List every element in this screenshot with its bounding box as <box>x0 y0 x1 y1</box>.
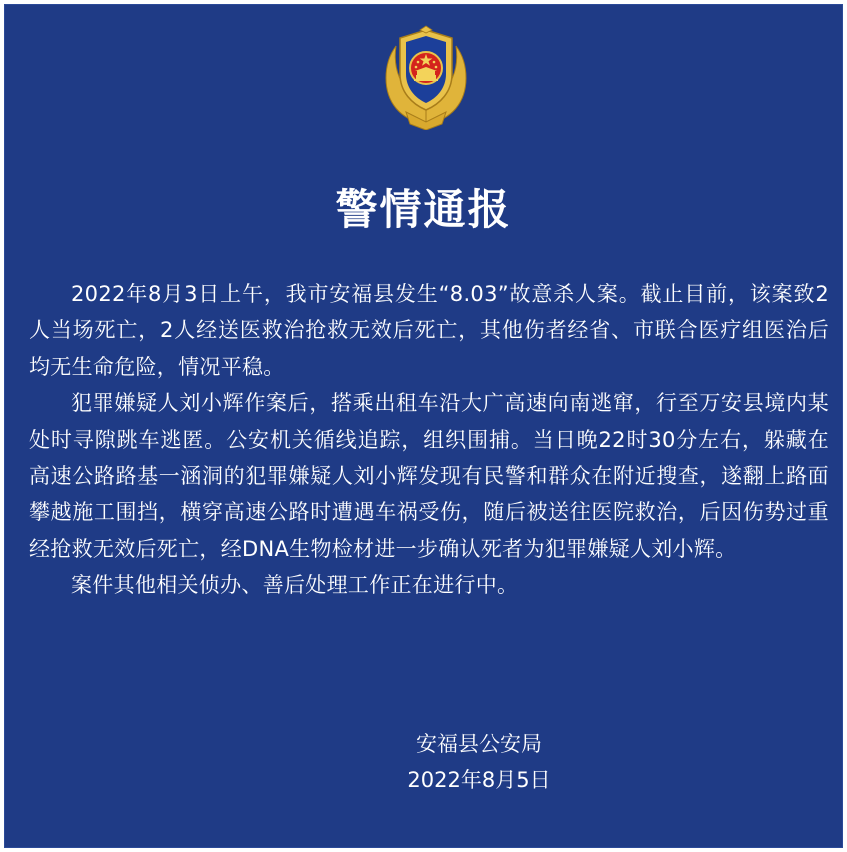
signature-block <box>364 726 594 798</box>
paragraph-follow-up: 案件其他相关侦办、善后处理工作正在进行中。 <box>71 573 519 598</box>
police-emblem-icon <box>380 24 472 130</box>
issuer-name: 安福县公安局 <box>416 732 542 756</box>
paragraph-suspect-details: 犯罪嫌疑人刘小辉作案后，搭乘出租车沿大广高速向南逃窜，行至万安县境内某处时寻隙跳车逃匿。公安机关循线追踪，组织围捕。当日晚22时30分左右，躲藏在高速公路路基一涵洞的犯罪嫌疑人刘小辉发现有民警和群众在附近搜查，遂翻上路面攀越施工围挡，横穿高速公路时遭遇车祸受伤，随后被送往医院救治，后因伤势过重经抢救无效后死亡，经DNA生物检材进一步确认死者为犯罪嫌疑人刘小辉。 <box>29 391 829 561</box>
paragraph-case-summary: 2022年8月3日上午，我市安福县发生“8.03”故意杀人案。截止目前，该案致2人当场死亡，2人经送医救治抢救无效后死亡，其他伤者经省、市联合医疗组医治后均无生命危险，情况平稳。 <box>29 282 829 379</box>
notice-panel <box>4 4 843 848</box>
notice-body <box>29 276 829 604</box>
issue-date: 2022年8月5日 <box>407 768 551 792</box>
notice-title: 警情通报 <box>335 185 512 234</box>
